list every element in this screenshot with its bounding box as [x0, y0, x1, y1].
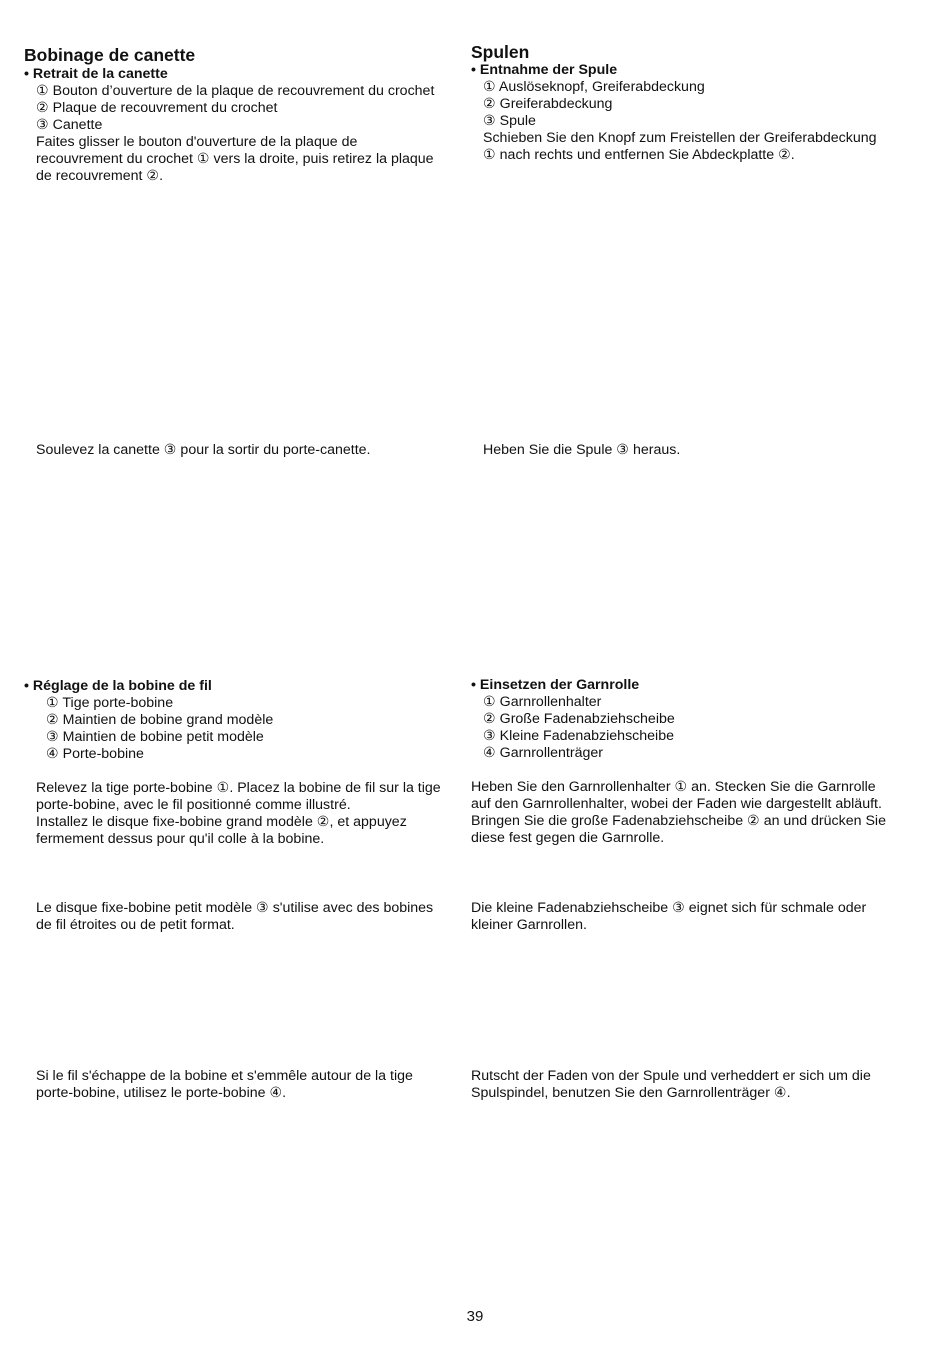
- list-item: ③ Kleine Fadenabziehscheibe: [483, 728, 674, 744]
- fr-remove-bobbin-heading: • Retrait de la canette: [24, 66, 168, 82]
- list-item: ④ Porte-bobine: [46, 746, 144, 762]
- instruction-line: Schieben Sie den Knopf zum Freistellen der Greiferabdeckung: [483, 130, 877, 146]
- fr-spool-instructions: Relevez la tige porte-bobine ①. Placez la bobine de fil sur la tige porte-bobine, avec le fil positionné comme illustré. Installez le disque fixe-bobine grand modèle ②, et appuyez fermement dessus pour qu'il colle à la bobine.: [36, 780, 441, 847]
- list-item: ② Große Fadenabziehscheibe: [483, 711, 675, 727]
- fr-remove-bobbin-list: [36, 83, 434, 185]
- fr-small-spool-cap-note: Le disque fixe-bobine petit modèle ③ s'utilise avec des bobines de fil étroites ou de petit format.: [36, 900, 434, 933]
- de-remove-bobbin-heading: • Entnahme der Spule: [471, 62, 618, 78]
- de-remove-bobbin-list: [483, 79, 877, 164]
- de-spool-parts-list: [483, 694, 675, 762]
- instruction-line: recouvrement du crochet ① vers la droite, puis retirez la plaque: [36, 151, 434, 167]
- list-item: ② Greiferabdeckung: [483, 96, 613, 112]
- fr-spool-setup-heading: • Réglage de la bobine de fil: [24, 678, 212, 694]
- instruction-line: de recouvrement ②.: [36, 168, 164, 184]
- fr-section-title: Bobinage de canette: [24, 45, 196, 65]
- fr-spool-net-note: Si le fil s'échappe de la bobine et s'emmêle autour de la tige porte-bobine, utilisez le porte-bobine ④.: [36, 1068, 413, 1101]
- list-item: ① Auslöseknopf, Greiferabdeckung: [483, 79, 705, 95]
- de-small-spool-cap-note: Die kleine Fadenabziehscheibe ③ eignet sich für schmale oder kleiner Garnrollen.: [471, 900, 867, 933]
- list-item: ② Plaque de recouvrement du crochet: [36, 100, 278, 116]
- list-item: ① Garnrollenhalter: [483, 694, 602, 710]
- instruction-line: ① nach rechts und entfernen Sie Abdeckplatte ②.: [483, 147, 795, 163]
- page-number: 39: [466, 1308, 484, 1325]
- fr-lift-bobbin-text: Soulevez la canette ③ pour la sortir du porte-canette.: [36, 442, 371, 458]
- list-item: ① Tige porte-bobine: [46, 695, 174, 711]
- instruction-line: Faites glisser le bouton d'ouverture de la plaque de: [36, 134, 358, 150]
- list-item: ③ Spule: [483, 113, 536, 129]
- de-spool-setup-heading: • Einsetzen der Garnrolle: [471, 677, 640, 693]
- de-lift-bobbin-text: Heben Sie die Spule ③ heraus.: [483, 442, 681, 458]
- fr-spool-parts-list: [46, 695, 273, 763]
- list-item: ③ Canette: [36, 117, 103, 133]
- list-item: ② Maintien de bobine grand modèle: [46, 712, 274, 728]
- de-section-title: Spulen: [471, 42, 530, 62]
- de-spool-net-note: Rutscht der Faden von der Spule und verheddert er sich um die Spulspindel, benutzen Sie den Garnrollenträger ④.: [471, 1068, 871, 1101]
- de-spool-instructions: Heben Sie den Garnrollenhalter ① an. Stecken Sie die Garnrolle auf den Garnrollenhalter, wobei der Faden wie dargestellt abläuft. Bringen Sie die große Fadenabziehscheibe ② an und drücken Sie diese fest gegen die Garnrolle.: [471, 779, 886, 846]
- list-item: ④ Garnrollenträger: [483, 745, 603, 761]
- list-item: ① Bouton d’ouverture de la plaque de recouvrement du crochet: [36, 83, 435, 99]
- list-item: ③ Maintien de bobine petit modèle: [46, 729, 264, 745]
